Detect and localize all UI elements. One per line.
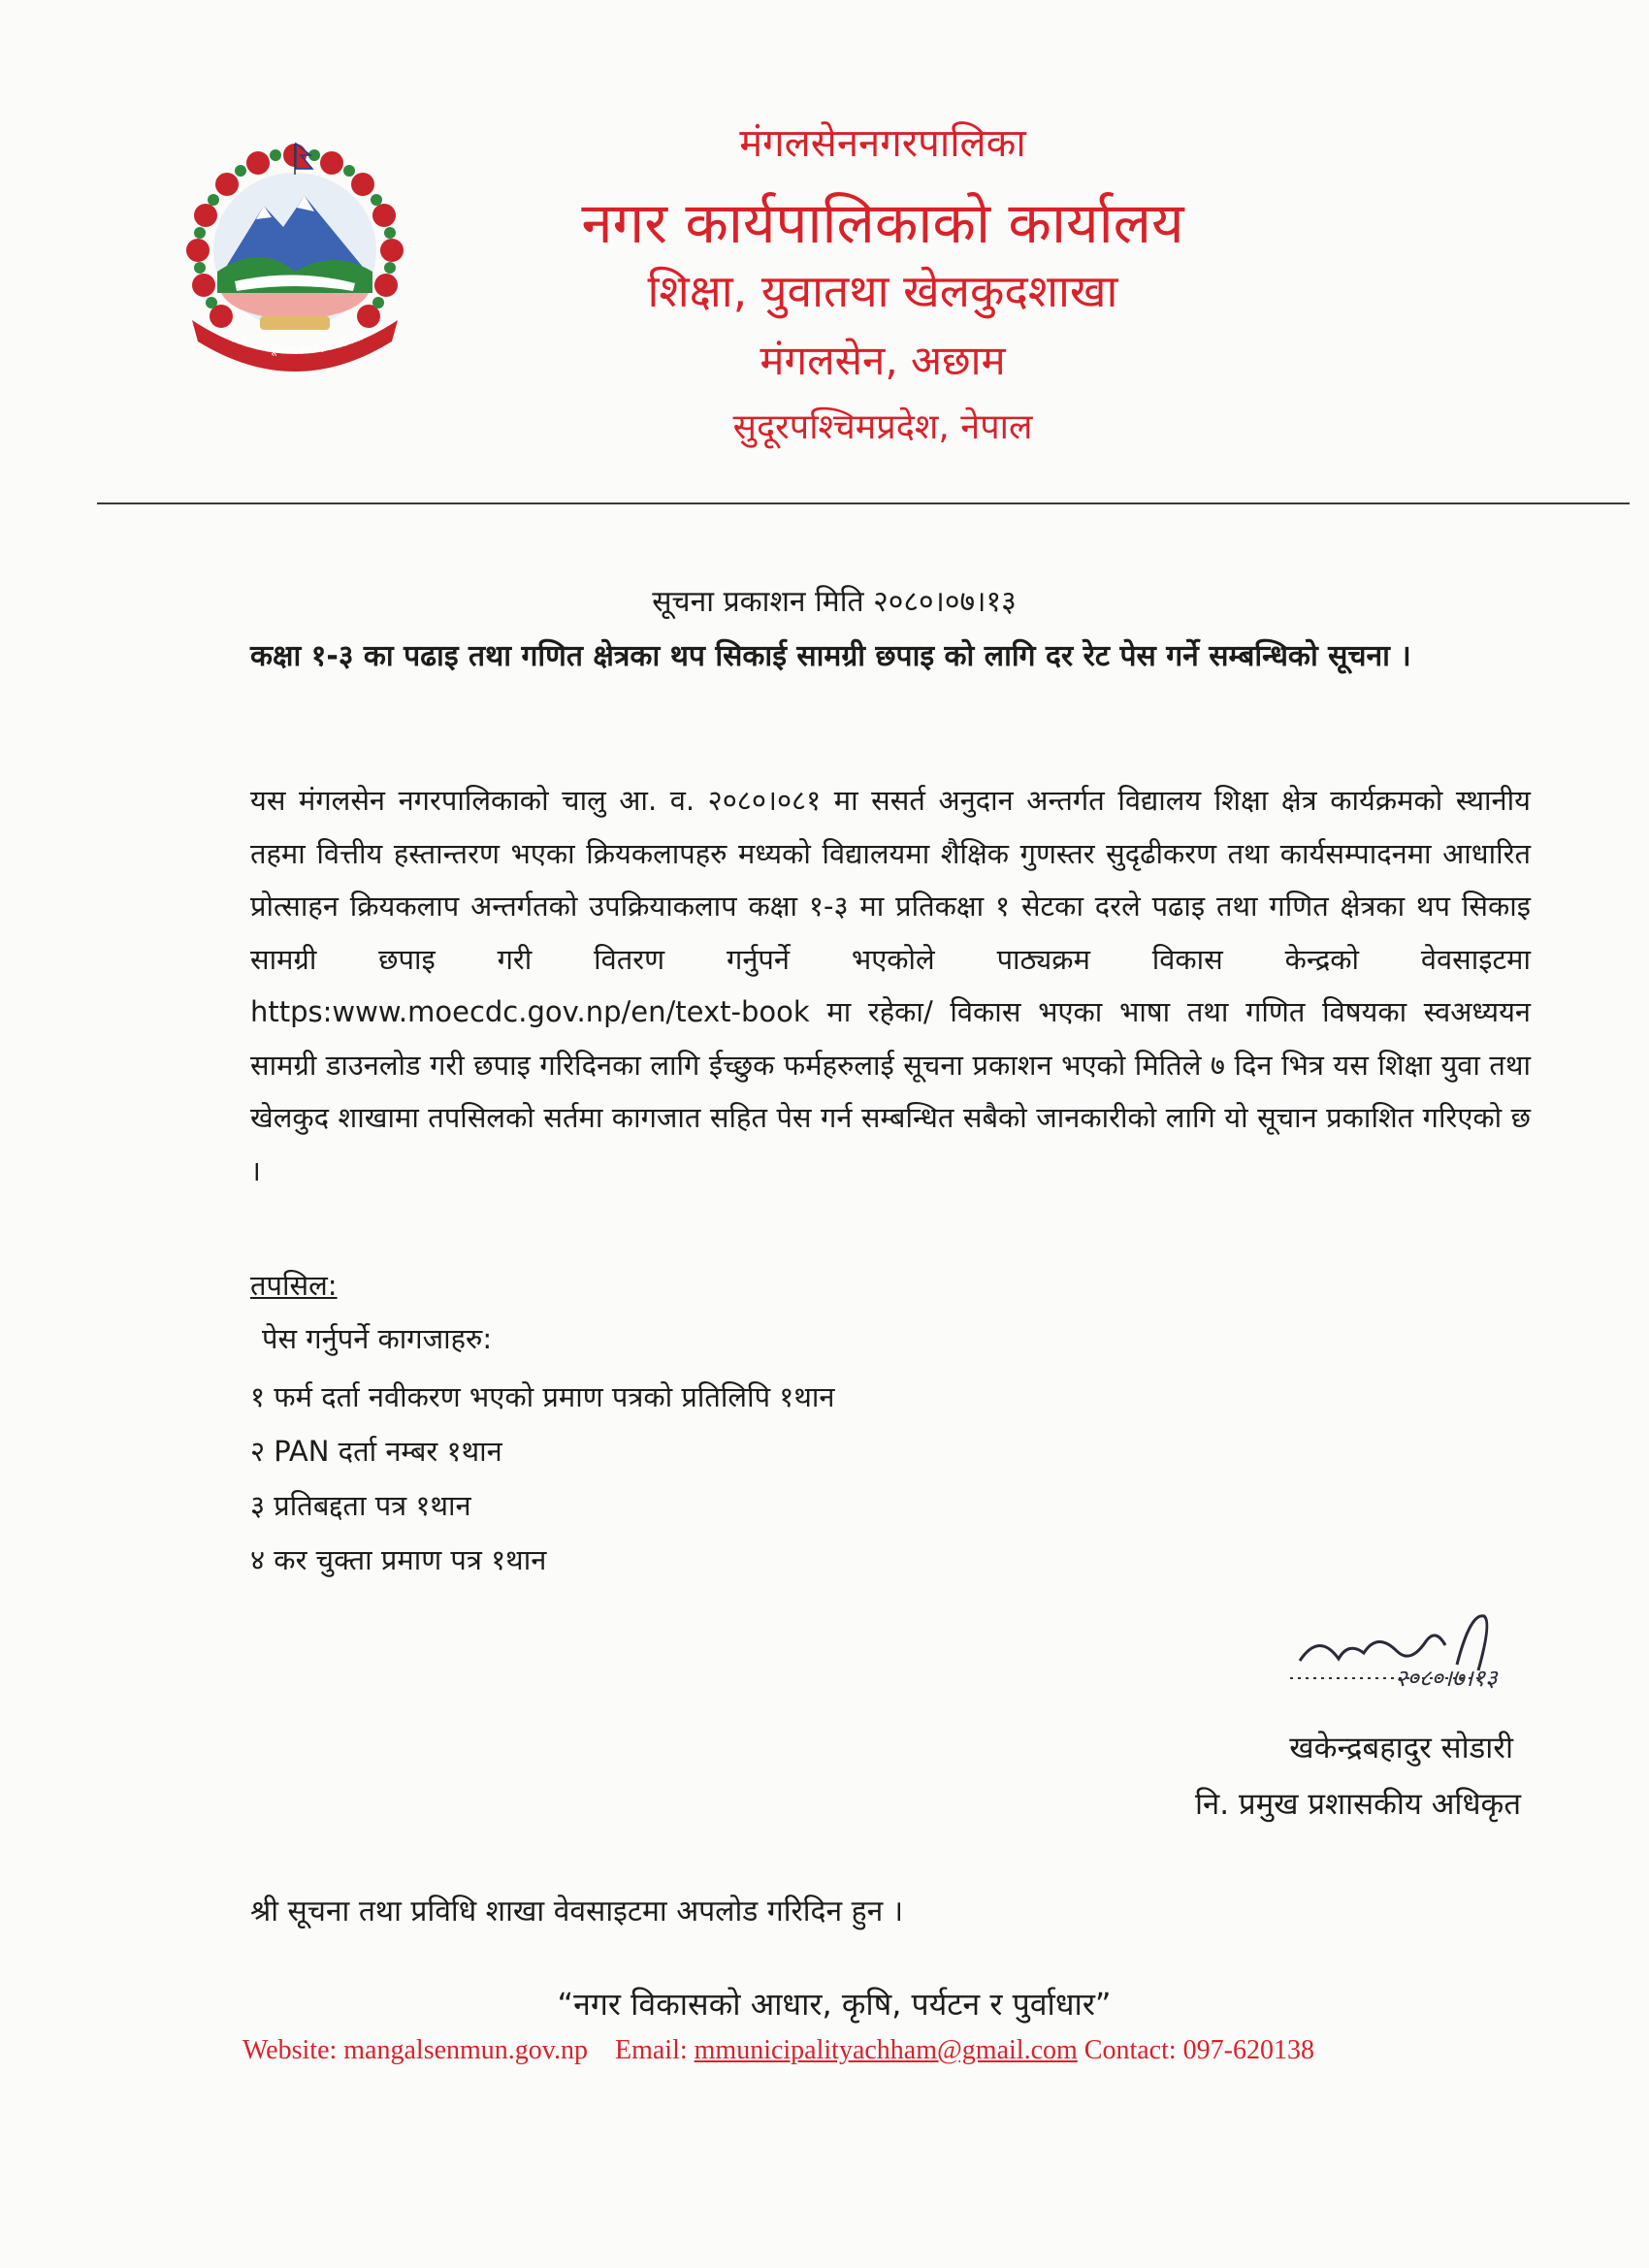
signatory-title: नि. प्रमुख प्रशासकीय अधिकृत — [1195, 1787, 1521, 1822]
email-link[interactable]: mmunicipalityachham@gmail.com — [694, 2035, 1078, 2065]
province-country: सुदूरपश्चिमप्रदेश, नेपाल — [732, 407, 1033, 447]
municipality-slogan: “नगर विकासको आधार, कृषि, पर्यटन र पुर्वाधार” — [557, 1986, 1112, 2023]
notice-body: यस मंगलसेन नगरपालिकाको चालु आ. व. २०८०।०८१ मा ससर्त अनुदान अन्तर्गत विद्यालय शिक्षा क्षेत्र कार्यक्रमको स्थानीय तहमा वित्तीय हस्तान्तरण भएका क्रियकलापहरु मध्यको विद्यालयमा शैक्षिक गुणस्तर सुदृढीकरण तथा कार्यसम्पादनमा आधारित प्रोत्साहन क्रियकलाप अन्तर्गतको उपक्रियाकलाप कक्षा १-३ मा प्रतिकक्षा १ सेटका दरले पढाइ तथा गणित क्षेत्रका थप सिकाइ सामग्री छपाइ गरी वितरण गर्नुपर्ने भएकोले पाठ्यक्रम विकास केन्द्रको वेवसाइटमा https:www.moecdc.gov.np/en/text-book मा रहेका/ विकास भएका भाषा तथा गणित विषयका स्वअध्ययन सामग्री डाउनलोड गरी छपाइ गरिदिनका लागि ईच्छुक फर्महरुलाई सूचना प्रकाशन भएको मितिले ७ दिन भित्र यस शिक्षा युवा तथा खेलकुद शाखामा तपसिलको सर्तमा कागजात सहित पेस गर्न सम्बन्धित सबैको जानकारीको लागि यो सूचान प्रकाशित गरिएको छ । — [250, 784, 1531, 1187]
municipality-name: मंगलसेननगरपालिका — [739, 121, 1026, 166]
contact-footer — [242, 2035, 1484, 2066]
signature — [1280, 1603, 1591, 1719]
contact-number: Contact: 097-620138 — [1083, 2035, 1314, 2065]
email-label: Email: — [614, 2035, 688, 2065]
section-name: शिक्षा, युवातथा खेलकुदशाखा — [647, 265, 1118, 317]
required-docs-list — [250, 1370, 835, 1587]
list-item: ३ प्रतिबद्दता पत्र १थान — [250, 1489, 471, 1522]
office-name: नगर कार्यपालिकाको कार्यालय — [581, 190, 1184, 256]
signature-date: २०८०।७।१३ — [1395, 1665, 1498, 1692]
list-item: २ PAN दर्ता नम्बर १थान — [250, 1435, 502, 1468]
header-divider — [97, 502, 1630, 504]
signatory-name: खकेन्द्रबहादुर सोडारी — [1289, 1731, 1513, 1766]
list-item: ४ कर चुक्ता प्रमाण पत्र १थान — [250, 1543, 547, 1576]
website-text[interactable]: Website: mangalsenmun.gov.np — [242, 2035, 588, 2065]
list-item: १ फर्म दर्ता नवीकरण भएको प्रमाण पत्रको प्रतिलिपि १थान — [250, 1380, 835, 1413]
notice-subject: कक्षा १-३ का पढाइ तथा गणित क्षेत्रका थप सिकाई सामग्री छपाइ को लागि दर रेट पेस गर्ने सम्बन्धिको सूचना । — [250, 639, 1411, 673]
upload-instruction: श्री सूचना तथा प्रविधि शाखा वेवसाइटमा अपलोड गरिदिन हुन । — [250, 1895, 904, 1928]
emblem-caption: जननी जन्मभूमिश्च स्वर्गादपि गरीयसी — [225, 330, 365, 358]
details-label: तपसिल: — [250, 1269, 338, 1302]
required-docs-heading: पेस गर्नुपर्ने कागजाहरु: — [262, 1322, 493, 1355]
publication-date: सूचना प्रकाशन मिति २०८०।०७।१३ — [652, 585, 1017, 619]
office-location: मंगलसेन, अछाम — [760, 337, 1006, 384]
nepal-emblem-icon — [163, 126, 427, 390]
